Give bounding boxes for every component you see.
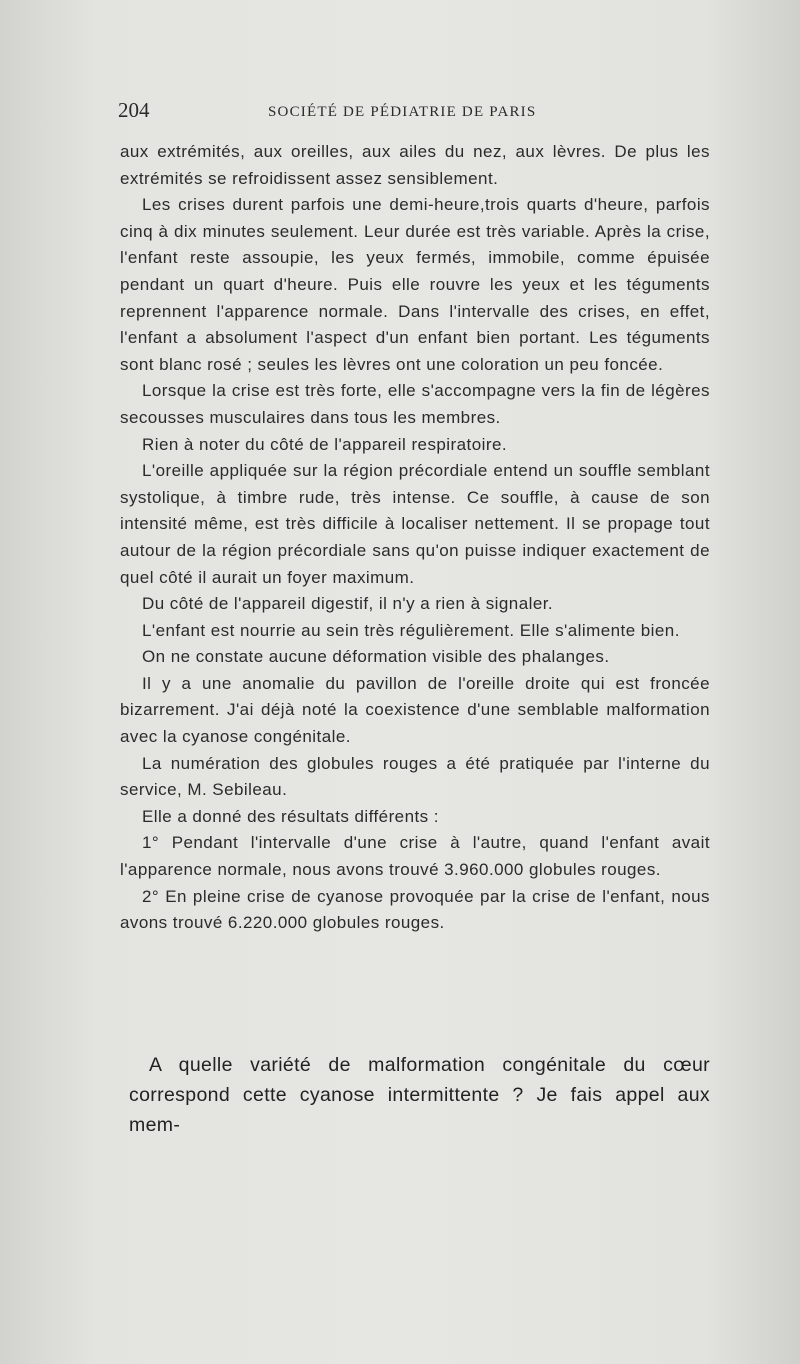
page-number: 204 — [118, 98, 150, 122]
paragraph-6: Du côté de l'appareil digestif, il n'y a rien à signaler. — [142, 594, 554, 614]
paragraph-12: 1° Pendant l'intervalle d'une crise à l'autre, quand l'enfant avait l'apparence normale, nous avons trouvé 3.960.000 globules rouges. — [120, 833, 710, 880]
paragraph-10: La numération des globules rouges a été pratiquée par l'interne du service, M. Sebileau. — [120, 753, 710, 800]
body-text — [120, 139, 710, 937]
paragraph-1: aux extrémités, aux oreilles, aux ailes du nez, aux lèvres. De plus les extrémités se refroidissent assez sensiblement. — [120, 142, 710, 188]
paragraph-11: Elle a donné des résultats différents : — [142, 806, 439, 826]
paragraph-2: Les crises durent parfois une demi-heure,trois quarts d'heure, parfois cinq à dix minutes seulement. Leur durée est très variable. Après la crise, l'enfant reste assoupie, les yeux fermés, immobile, comme épuisée pendant un quart d'heure. Puis elle rouvre les yeux et les téguments reprennent l'apparence normale. Dans l'intervalle des crises, en effet, l'enfant a absolument l'aspect d'un enfant bien portant. Les téguments sont blanc rosé ; seules les lèvres ont une coloration un peu foncée. — [120, 195, 710, 374]
closing-paragraph: A quelle variété de malformation congénitale du cœur correspond cette cyanose intermittente ? Je fais appel aux mem- — [129, 1054, 710, 1136]
paragraph-13: 2° En pleine crise de cyanose provoquée par la crise de l'enfant, nous avons trouvé 6.220.000 globules rouges. — [120, 886, 710, 933]
paragraph-8: On ne constate aucune déformation visible des phalanges. — [142, 647, 610, 667]
paragraph-4: Rien à noter du côté de l'appareil respiratoire. — [142, 434, 508, 454]
paragraph-9: Il y a une anomalie du pavillon de l'oreille droite qui est froncée bizarrement. J'ai déjà noté la coexistence d'une semblable malformation avec la cyanose congénitale. — [120, 673, 710, 747]
paragraph-7: L'enfant est nourrie au sein très régulièrement. Elle s'alimente bien. — [142, 620, 680, 640]
running-head: SOCIÉTÉ DE PÉDIATRIE DE PARIS — [268, 104, 537, 120]
paragraph-5: L'oreille appliquée sur la région précordiale entend un souffle semblant systolique, à timbre rude, très intense. Ce souffle, à cause de son intensité même, est très difficile à localiser nettement. Il se propage tout autour de la région précordiale sans qu'on puisse indiquer exactement de quel côté il aurait un foyer maximum. — [120, 461, 710, 587]
paragraph-3: Lorsque la crise est très forte, elle s'accompagne vers la fin de légères secousses musculaires dans tous les membres. — [120, 381, 710, 427]
page-header — [118, 98, 710, 128]
